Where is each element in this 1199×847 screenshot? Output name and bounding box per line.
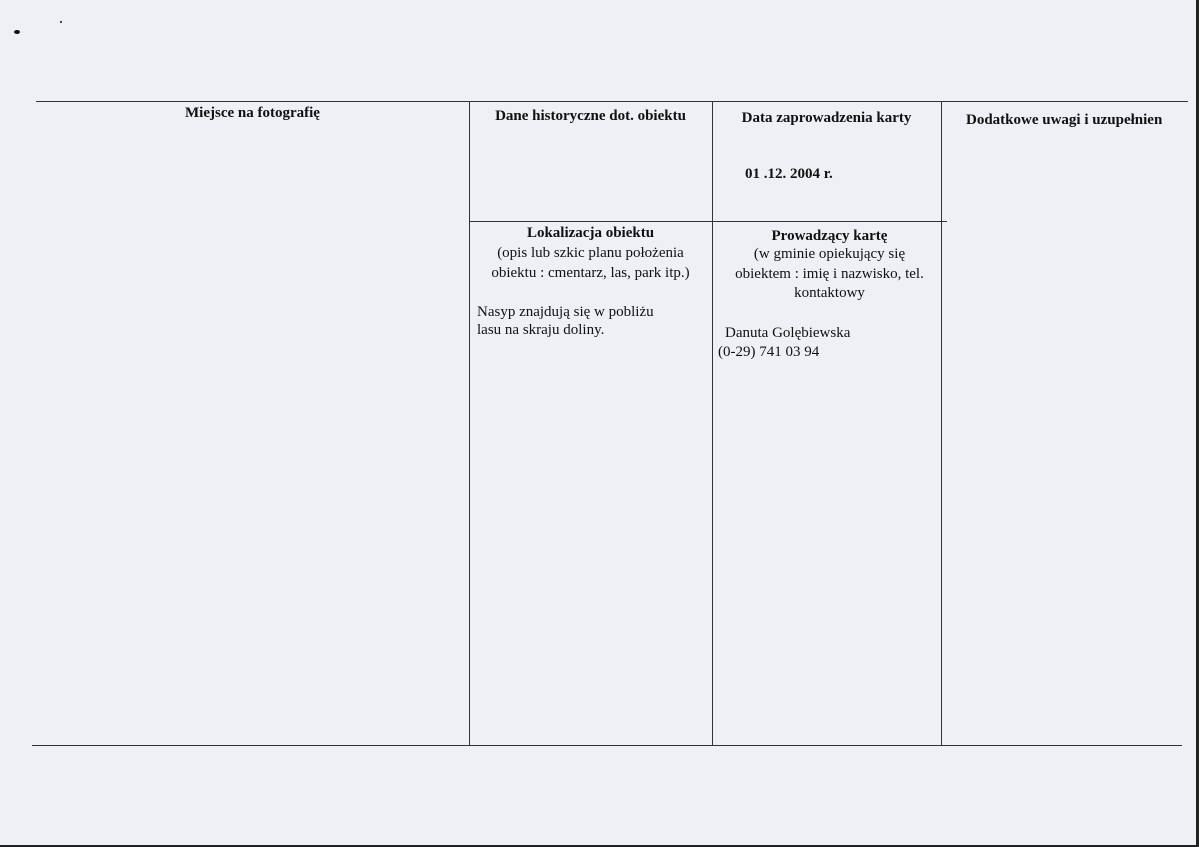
keeper-description: obiektem : imię i nazwisko, tel.: [735, 266, 924, 282]
column-divider-2: [712, 101, 713, 746]
notes-column-header: Dodatkowe uwagi i uzupełnien: [966, 112, 1163, 128]
scan-speck: [14, 30, 20, 34]
table-top-border: [36, 101, 1188, 102]
location-description: obiektu : cmentarz, las, park itp.): [491, 265, 690, 281]
date-column-header: Data zaprowadzenia karty: [741, 110, 912, 126]
location-description: (opis lub szkic planu położenia: [497, 245, 684, 261]
scan-speck: [60, 21, 62, 23]
keeper-header: Prowadzący kartę: [771, 228, 888, 244]
keeper-phone: (0-29) 741 03 94: [718, 344, 820, 360]
location-value: Nasyp znajdują się w pobliżu: [477, 304, 654, 320]
history-column-header: Dane historyczne dot. obiektu: [495, 108, 686, 124]
keeper-description: (w gminie opiekujący się: [753, 246, 906, 262]
table-bottom-border: [32, 745, 1182, 746]
keeper-name: Danuta Golębiewska: [725, 325, 851, 341]
column-divider-1: [469, 101, 470, 746]
location-header: Lokalizacja obiektu: [526, 225, 655, 241]
date-value: 01 .12. 2004 r.: [745, 166, 833, 182]
keeper-description: kontaktowy: [794, 285, 865, 301]
photo-column-header: Miejsce na fotografię: [185, 105, 320, 121]
column-divider-3: [941, 101, 942, 746]
location-value: lasu na skraju doliny.: [477, 322, 605, 338]
row-divider: [469, 221, 947, 222]
